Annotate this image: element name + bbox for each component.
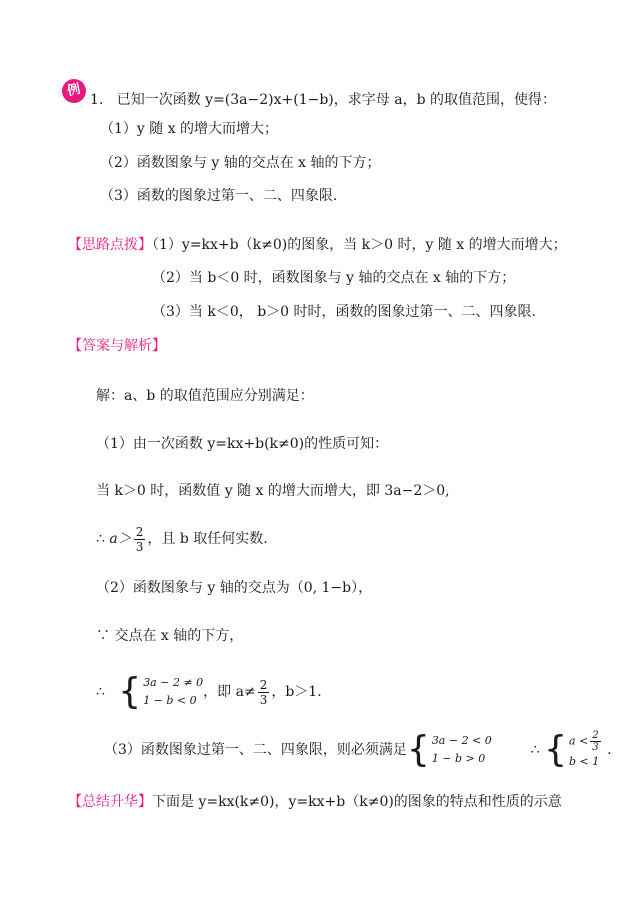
hint-line-3: （3）当 k＜0， b＞0 时时，函数的图象过第一、二、四象限. — [152, 304, 536, 320]
equation-system-result: { a < $\frac{2}{3}$ b < 1 — [544, 729, 600, 770]
equation-system: { 3a − 2 ≠ 0 1 − b < 0 — [118, 671, 204, 712]
fraction: $\frac{2}{3}$ — [259, 677, 268, 707]
summary-label: 【总结升华】 — [68, 794, 152, 810]
hint-label: 【思路点拨】 — [68, 237, 152, 253]
answer-p3: （3）函数图象过第一、二、四象限，则必须满足 { 3a − 2 < 0 1 − b > 0 ∴ { a < $\frac{2}{3}$ b < 1 . — [104, 729, 612, 770]
summary-line: 【总结升华】下面是 y=kx(k≠0)，y=kx+b（k≠0)的图象的特点和性质的示意 — [68, 794, 562, 810]
example-badge: 例 — [60, 77, 88, 105]
hint-line-2: （2）当 b＜0 时，函数图象与 y 轴的交点在 x 轴的下方； — [152, 270, 516, 286]
answer-intro: 解：a、b 的取值范围应分别满足： — [96, 388, 314, 404]
problem-item-2: （2）函数图象与 y 轴的交点在 x 轴的下方； — [100, 155, 381, 171]
problem-stem: 1. 已知一次函数 y=(3a−2)x+(1−b)，求字母 a，b 的取值范围，使得： — [90, 92, 556, 108]
fraction: $\frac{2}{3}$ — [135, 524, 144, 554]
answer-p2: （2）函数图象与 y 轴的交点为（0, 1−b）， — [96, 580, 373, 596]
answer-p1b: 当 k＞0 时，函数值 y 随 x 的增大而增大，即 3a−2＞0, — [96, 483, 450, 499]
answer-p1c: ∴ a＞ $\frac{2}{3}$ ，且 b 取任何实数. — [96, 524, 268, 554]
answer-p2c: ∴ { 3a − 2 ≠ 0 1 − b < 0 ，即 a≠ $\frac{2}{3}$ ，b＞1. — [96, 671, 322, 712]
problem-item-1: （1）y 随 x 的增大而增大； — [100, 121, 279, 137]
problem-item-3: （3）函数的图象过第一、二、四象限. — [100, 188, 338, 204]
equation-system: { 3a − 2 < 0 1 − b > 0 — [406, 729, 492, 770]
hint-line-1: 【思路点拨】（1）y=kx+b（k≠0)的图象，当 k＞0 时，y 随 x 的增大而增大； — [68, 237, 567, 253]
fraction: $\frac{2}{3}$ — [592, 729, 599, 753]
answer-label: 【答案与解析】 — [68, 338, 166, 354]
answer-p2b: ∵ 交点在 x 轴的下方， — [96, 628, 244, 644]
answer-p1: （1）由一次函数 y=kx+b(k≠0)的性质可知： — [96, 436, 389, 452]
